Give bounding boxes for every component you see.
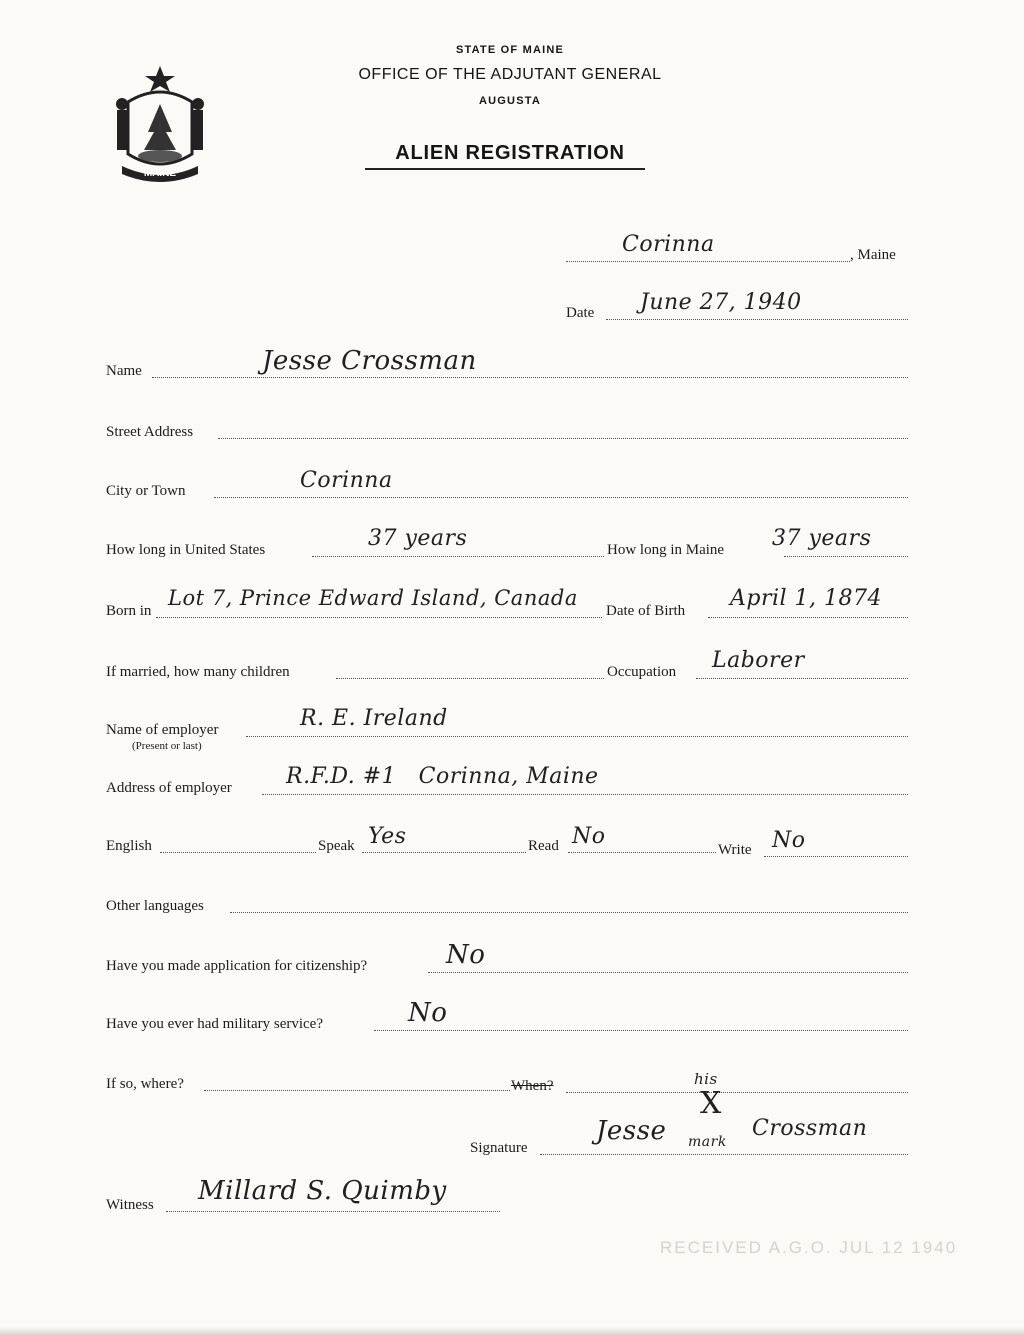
- page-edge: [0, 1327, 1024, 1335]
- witness-label: Witness: [106, 1197, 154, 1213]
- write-label: Write: [718, 842, 752, 858]
- state-heading: STATE OF MAINE: [455, 44, 565, 56]
- witness-line: [166, 1211, 500, 1212]
- signature-surname: Crossman: [752, 1116, 868, 1141]
- write-value: No: [772, 828, 806, 853]
- svg-text:MAINE: MAINE: [143, 168, 177, 179]
- how-long-maine-line: [784, 556, 908, 557]
- date-of-birth-label: Date of Birth: [606, 603, 686, 619]
- signature-mark: X: [700, 1086, 722, 1121]
- occupation-label: Occupation: [607, 664, 677, 680]
- employer-address-line: [262, 794, 908, 795]
- where-label: If so, where?: [106, 1076, 184, 1092]
- speak-value: Yes: [368, 824, 407, 849]
- how-long-us-line: [312, 556, 604, 557]
- city-heading: AUGUSTA: [479, 95, 541, 107]
- military-label: Have you ever had military service?: [106, 1016, 323, 1032]
- name-label: Name: [106, 363, 142, 379]
- signature-label: Signature: [470, 1140, 528, 1156]
- place-line: [566, 261, 850, 262]
- date-of-birth-value: April 1, 1874: [730, 586, 883, 611]
- title-underline: [365, 168, 645, 170]
- other-languages-label: Other languages: [106, 898, 204, 914]
- employer-address-label: Address of employer: [106, 780, 232, 796]
- read-line: [568, 852, 716, 853]
- employer-name-sublabel: (Present or last): [132, 740, 202, 752]
- received-stamp: RECEIVED A.G.O. JUL 12 1940: [660, 1238, 958, 1257]
- military-line: [374, 1030, 908, 1031]
- signature-mark-below: mark: [688, 1134, 727, 1150]
- speak-line: [362, 852, 526, 853]
- how-long-maine-label: How long in Maine: [607, 542, 725, 558]
- name-value: Jesse Crossman: [262, 346, 477, 376]
- born-in-line: [156, 617, 602, 618]
- english-line: [160, 852, 316, 853]
- citizenship-value: No: [446, 940, 486, 970]
- city-label: City or Town: [106, 483, 186, 499]
- other-languages-line: [230, 912, 908, 913]
- how-long-us-value: 37 years: [368, 526, 468, 551]
- how-long-maine-value: 37 years: [772, 526, 872, 551]
- signature-mark-above: his: [694, 1070, 718, 1088]
- employer-name-value: R. E. Ireland: [300, 706, 448, 731]
- date-line: [606, 319, 908, 320]
- children-label: If married, how many children: [106, 664, 290, 680]
- street-address-line: [218, 438, 908, 439]
- signature-line: [540, 1154, 908, 1155]
- speak-label: Speak: [318, 838, 355, 854]
- where-line: [204, 1090, 510, 1091]
- city-value: Corinna: [300, 468, 393, 493]
- employer-address-value: R.F.D. #1 Corinna, Maine: [286, 764, 599, 789]
- place-value: Corinna: [622, 232, 715, 257]
- name-line: [152, 377, 908, 378]
- employer-name-label: Name of employer: [106, 722, 219, 738]
- when-label: When?: [511, 1078, 554, 1094]
- place-suffix: , Maine: [850, 247, 896, 263]
- street-address-label: Street Address: [106, 424, 194, 440]
- citizenship-line: [428, 972, 908, 973]
- city-line: [214, 497, 908, 498]
- date-of-birth-line: [708, 617, 908, 618]
- signature-value: Jesse: [596, 1116, 667, 1146]
- born-in-value: Lot 7, Prince Edward Island, Canada: [168, 586, 578, 610]
- occupation-line: [696, 678, 908, 679]
- office-heading: OFFICE OF THE ADJUTANT GENERAL: [358, 66, 662, 83]
- occupation-value: Laborer: [712, 648, 805, 673]
- when-line: [566, 1092, 908, 1093]
- date-label: Date: [566, 305, 595, 321]
- read-label: Read: [528, 838, 559, 854]
- children-line: [336, 678, 604, 679]
- witness-value: Millard S. Quimby: [198, 1176, 447, 1206]
- citizenship-label: Have you made application for citizenship?: [106, 958, 368, 974]
- employer-name-line: [246, 736, 908, 737]
- read-value: No: [572, 824, 606, 849]
- date-value: June 27, 1940: [640, 290, 802, 315]
- form-title: ALIEN REGISTRATION: [395, 142, 625, 164]
- write-line: [764, 856, 908, 857]
- maine-seal-icon: [108, 62, 212, 182]
- born-in-label: Born in: [106, 603, 152, 619]
- military-value: No: [408, 998, 448, 1028]
- english-label: English: [106, 838, 152, 854]
- how-long-us-label: How long in United States: [106, 542, 266, 558]
